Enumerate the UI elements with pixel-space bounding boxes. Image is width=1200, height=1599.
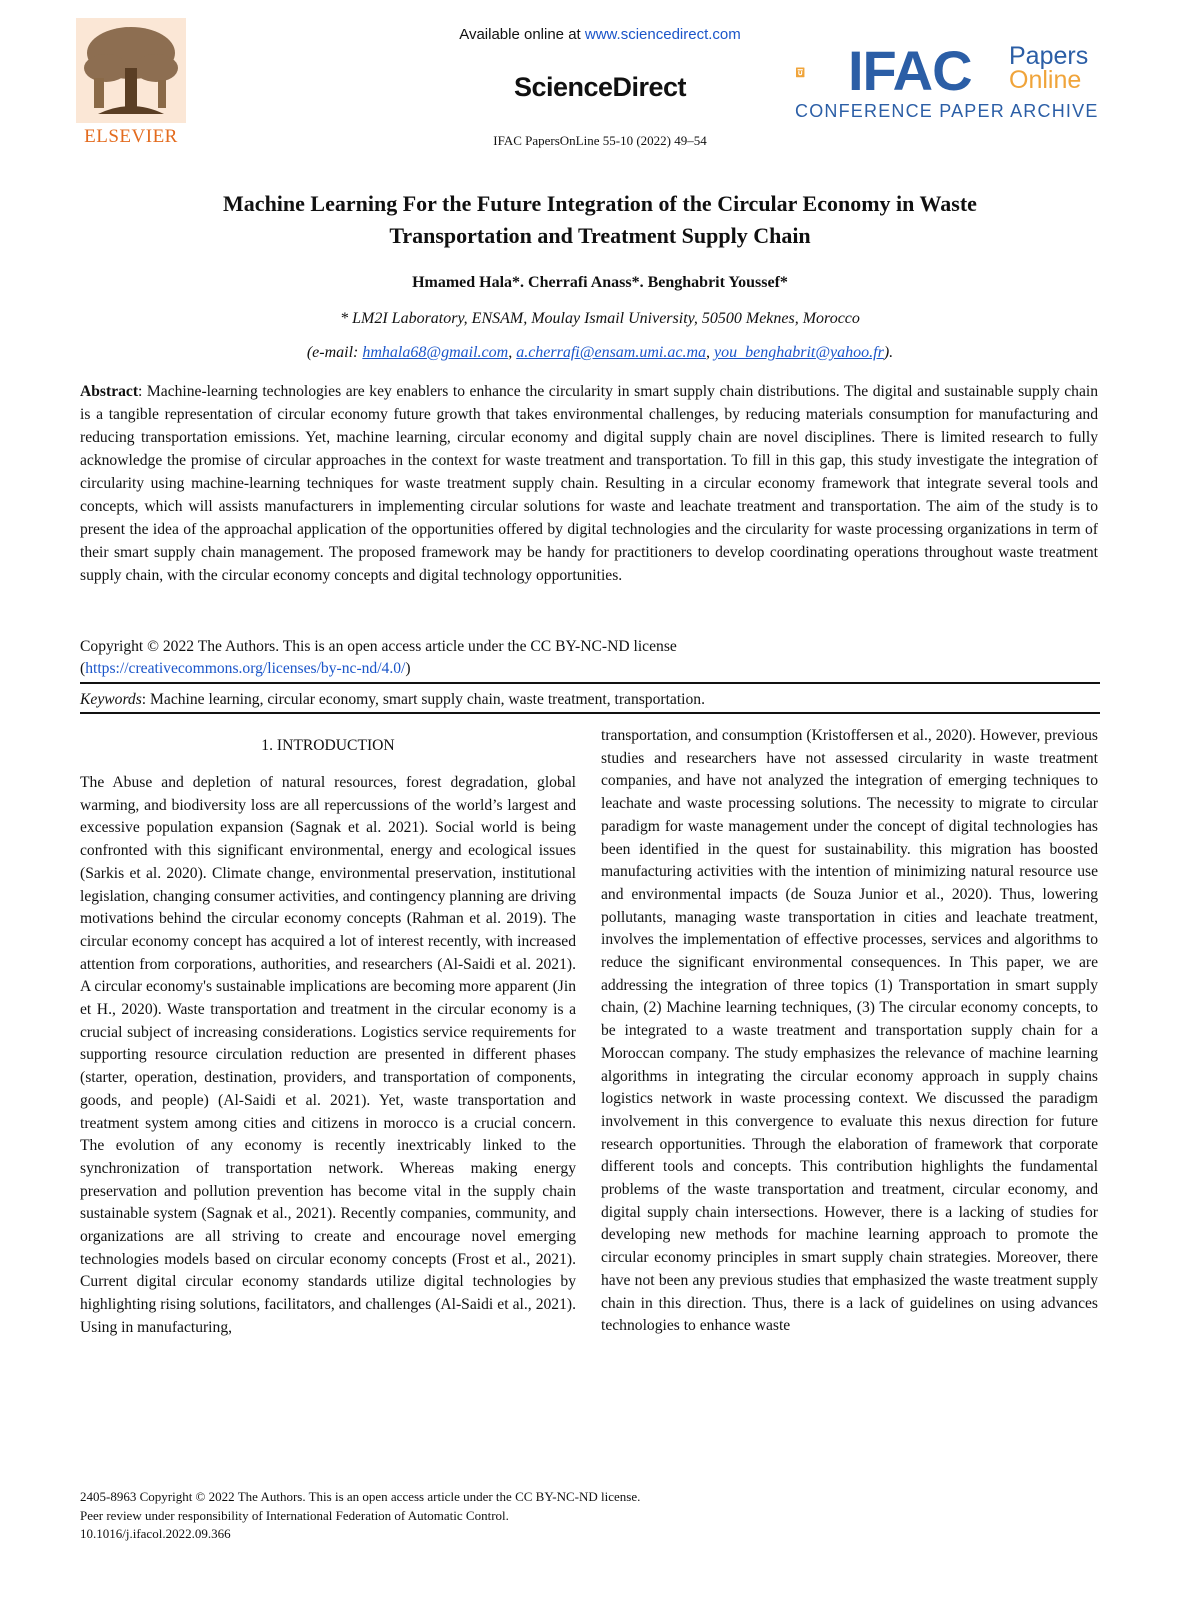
ifac-emblem-icon [796, 44, 848, 104]
footer-doi: 10.1016/j.ifacol.2022.09.366 [80, 1526, 231, 1541]
ifac-wordmark: IFAC [848, 39, 972, 102]
section-heading-introduction: 1. INTRODUCTION [261, 737, 395, 754]
available-online-line [0, 26, 1200, 43]
sciencedirect-logo: ScienceDirect [513, 72, 687, 102]
copyright-notice [80, 636, 1098, 680]
ifac-papers-online [1009, 44, 1088, 92]
abstract [80, 380, 1098, 587]
email-line: (e-mail: hmhala68@gmail.com, a.cherrafi@ensam.umi.ac.ma, you_benghabrit@yahoo.fr). [306, 344, 894, 361]
ifac-archive-tagline: CONFERENCE PAPER ARCHIVE [795, 101, 1099, 121]
paper-title [100, 188, 1100, 252]
page-footer [80, 1488, 1098, 1544]
email-link-3[interactable]: you_benghabrit@yahoo.fr [714, 344, 884, 361]
body-column-left: The Abuse and depletion of natural resources, forest degradation, global warming, and biodiversity loss are all repercussions of the world’s largest and excessive population expansion (Sagnak et al. 2021). Social world is being confronted with this significant environmental, energy and ecological issues (Sarkis et al. 2020). Climate change, environmental preservation, institutional legislation, changing consumer activities, and contingency planning are driving motivations behind the circular economy concepts (Rahman et al. 2019). The circular economy concept has acquired a lot of interest recently, with increased attention from corporations, authorities, and researchers (Al-Saidi et al. 2021). A circular economy's sustainable implications are becoming more apparent (Jin et H., 2020). Waste transportation and treatment in the circular economy is a crucial subject of increasing considerations. Logistics service requirements for supporting resource circulation reduction are presented in different phases (starter, operation, destination, providers, and transportation of components, goods, and people) (Al-Saidi et al. 2021). Yet, waste transportation and treatment system among cities and citizens in morocco is a crucial concern. The evolution of any economy is recently inextricably linked to the synchronization of transportation network. Whereas making energy preservation and pollution prevention has become vital in the supply chain sustainable system (Sagnak et al., 2021). Recently companies, community, and organizations are all striving to create and encourage novel emerging technologies models based on circular economy concepts (Frost et al., 2021). Current digital circular economy standards utilize digital technologies by highlighting rising solutions, facilitators, and challenges (Al-Saidi et al., 2021). Using in manufacturing, [80, 774, 576, 1336]
body-column-right: transportation, and consumption (Kristoffersen et al., 2020). However, previous studies and researchers have not assessed circularity in waste treatment companies, and have not analyzed the integration of emerging techniques to leachate and waste processing solutions. The necessity to migrate to circular paradigm for waste management under the concept of digital technologies has been identified in the quest for sustainability. this migration has boosted manufacturing activities with the intention of minimizing natural resource use and environmental impacts (de Souza Junior et al., 2020). Thus, lowering pollutants, managing waste transportation in cities and leachate treatment, involves the implementation of effective processes, services and algorithms to reduce the significant environmental consequences. In This paper, we are addressing the integration of three topics (1) Transportation in smart supply chain, (2) Machine learning techniques, (3) The circular economy concepts, to be integrated to a waste treatment and transportation supply chain for a Moroccan company. The study emphasizes the relevance of machine learning algorithms in integrating the circular economy approach in supply chains logistics network in waste processing context. We discussed the paradigm involvement in this convergence to evaluate this nexus direction for future research opportunities. Through the elaboration of framework that corporate different tools and concepts. This contribution highlights the fundamental problems of the waste transportation and treatment, circular economy, and digital supply chain intersections. However, there is a lacking of studies for developing new methods for machine learning approach to promote the circular economy principles in smart supply chain strategies. Moreover, there have not been any previous studies that emphasized the waste treatment supply chain in this direction. Thus, there is a lack of guidelines on using advances technologies to enhance waste [601, 727, 1098, 1335]
abstract-label: Abstract [80, 383, 139, 400]
email-link-2[interactable]: a.cherrafi@ensam.umi.ac.ma [516, 344, 707, 361]
license-line [80, 658, 1098, 680]
email-prefix: (e-mail: [306, 344, 363, 361]
license-open: ( [80, 660, 86, 677]
abstract-text: : Machine-learning technologies are key enablers to enhance the circularity in smart supply chain distributions. The digital and sustainable supply chain is a tangible representation of circular economy future growth that takes environmental challenges, by reducing materials consumption for manufacturing and reducing transportation emissions. Yet, machine learning, circular economy and digital supply chain are novel disciplines. There is limited research to fully acknowledge the promise of circular approaches in the context for waste treatment and transportation. To fill in this gap, this study investigate the integration of circularity using machine-learning techniques for waste treatment supply chain. Resulting in a circular economy framework that integrate several tools and concepts, which will assists manufacturers in implementing circular solutions for waste and leachate treatment and transportation. The aim of the study is to present the idea of the approachal application of the opportunities offered by digital technologies and the circularity for waste processing organizations in term of their smart supply chain management. The proposed framework may be handy for practitioners to develop coordinating operations throughout waste treatment supply chain, with the circular economy concepts and digital technology opportunities. [80, 383, 1098, 584]
license-link[interactable]: https://creativecommons.org/licenses/by-nc-nd/4.0/ [85, 660, 406, 677]
affiliation: * LM2I Laboratory, ENSAM, Moulay Ismail University, 50500 Meknes, Morocco [340, 310, 860, 327]
footer-peer-review: Peer review under responsibility of International Federation of Automatic Control. [80, 1507, 509, 1523]
keywords-rule-top [80, 682, 1100, 684]
ifac-papers-text: Papers [1009, 42, 1089, 70]
author-list: Hmamed Hala*. Cherrafi Anass*. Benghabrit Youssef* [412, 274, 788, 291]
keywords-text: : Machine learning, circular economy, smart supply chain, waste treatment, transportation. [141, 691, 706, 708]
footer-issn-line: 2405-8963 Copyright © 2022 The Authors. This is an open access article under the CC BY-NC-ND license. [80, 1489, 641, 1504]
ifac-online-text: Online [1009, 66, 1082, 94]
journal-citation: IFAC PapersOnLine 55-10 (2022) 49–54 [493, 133, 707, 148]
email-suffix: ). [883, 344, 894, 361]
keywords-label: Keywords [80, 691, 142, 708]
email-link-1[interactable]: hmhala68@gmail.com [362, 344, 509, 361]
elsevier-wordmark: ELSEVIER [84, 126, 178, 147]
keywords-rule-bottom [80, 712, 1100, 714]
sciencedirect-link[interactable]: www.sciencedirect.com [584, 26, 741, 43]
title-line-1: Machine Learning For the Future Integration of the Circular Economy in Waste [223, 191, 977, 216]
copyright-line: Copyright © 2022 The Authors. This is an open access article under the CC BY-NC-ND license [80, 638, 677, 655]
title-line-2: Transportation and Treatment Supply Chain [389, 223, 811, 248]
keywords [80, 689, 1098, 711]
available-prefix: Available online at [459, 26, 585, 43]
license-close: ) [405, 660, 411, 677]
